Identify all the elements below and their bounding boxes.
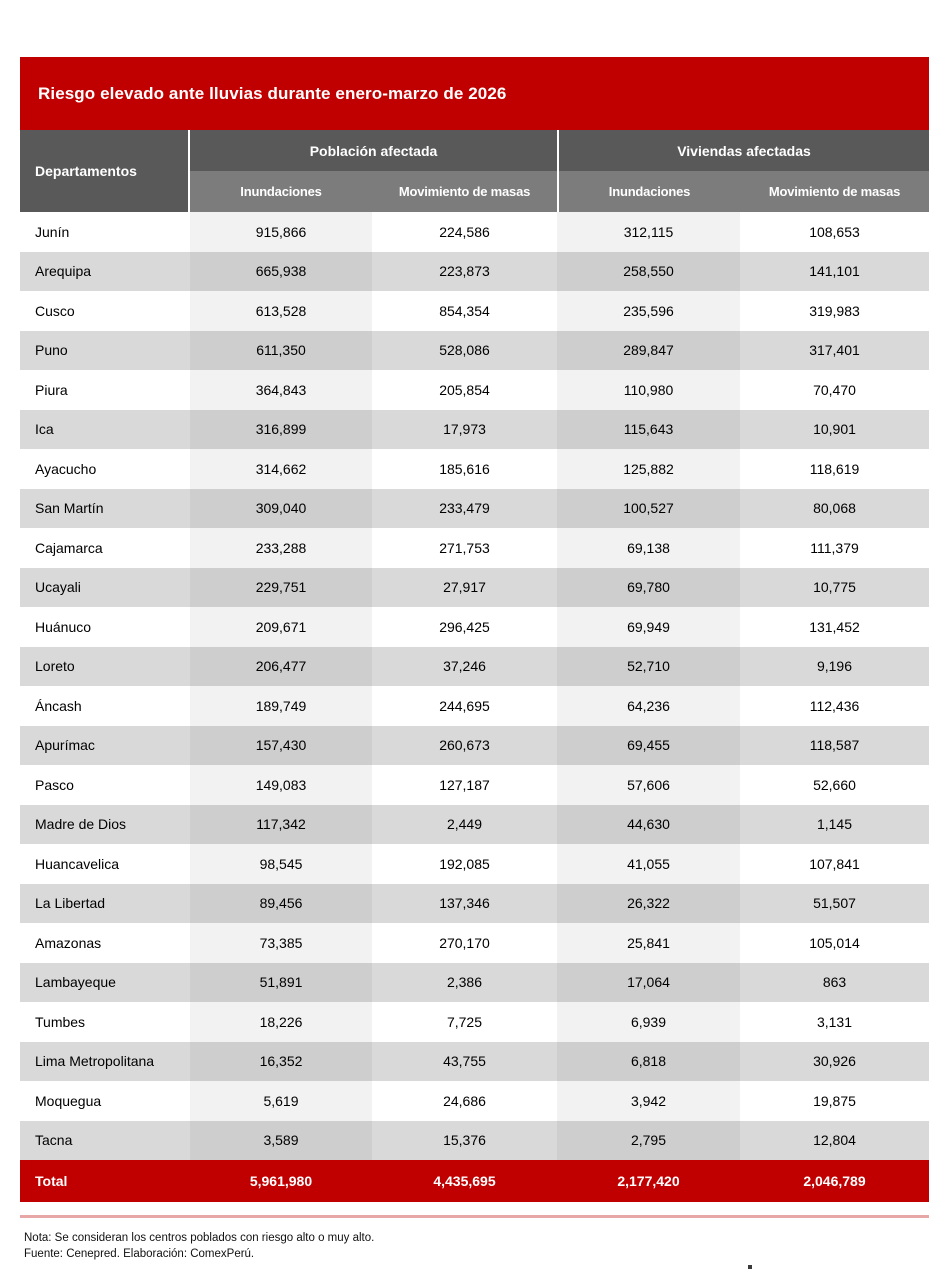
table-title: Riesgo elevado ante lluvias durante enero-marzo de 2026 [38, 83, 507, 103]
value-cell-viviendas-inundaciones: 100,527 [557, 489, 740, 529]
value-cell-viviendas-inundaciones: 312,115 [557, 212, 740, 252]
footnotes [20, 1230, 929, 1262]
value-cell-viviendas-movimiento: 863 [740, 963, 929, 1003]
total-value-cell: 2,177,420 [617, 1173, 680, 1189]
table-row [20, 963, 929, 1003]
value-cell-viviendas-movimiento: 118,587 [740, 726, 929, 766]
value-cell-poblacion-inundaciones: 3,589 [190, 1121, 372, 1161]
department-cell: Ucayali [20, 568, 190, 608]
department-cell: Huancavelica [20, 844, 190, 884]
value-cell-viviendas-inundaciones: 17,064 [557, 963, 740, 1003]
value-cell-viviendas-inundaciones: 235,596 [557, 291, 740, 331]
value-cell-poblacion-movimiento: 37,246 [372, 647, 557, 687]
value-cell-viviendas-movimiento: 1,145 [740, 805, 929, 845]
value-cell-poblacion-inundaciones: 189,749 [190, 686, 372, 726]
value-cell-viviendas-inundaciones: 44,630 [557, 805, 740, 845]
total-label: Total [35, 1173, 68, 1189]
table-row [20, 923, 929, 963]
department-cell: Lambayeque [20, 963, 190, 1003]
value-cell-viviendas-inundaciones: 115,643 [557, 410, 740, 450]
value-cell-poblacion-inundaciones: 316,899 [190, 410, 372, 450]
value-cell-poblacion-inundaciones: 233,288 [190, 528, 372, 568]
value-cell-poblacion-movimiento: 27,917 [372, 568, 557, 608]
value-cell-poblacion-inundaciones: 16,352 [190, 1042, 372, 1082]
value-cell-viviendas-inundaciones: 57,606 [557, 765, 740, 805]
table-row [20, 647, 929, 687]
value-cell-poblacion-inundaciones: 206,477 [190, 647, 372, 687]
value-cell-viviendas-movimiento: 317,401 [740, 331, 929, 371]
value-cell-poblacion-movimiento: 224,586 [372, 212, 557, 252]
value-cell-viviendas-inundaciones: 69,780 [557, 568, 740, 608]
value-cell-viviendas-movimiento: 141,101 [740, 252, 929, 292]
table-title-bar [20, 57, 929, 130]
table-row [20, 805, 929, 845]
department-cell: Cusco [20, 291, 190, 331]
value-cell-viviendas-movimiento: 107,841 [740, 844, 929, 884]
table-row [20, 212, 929, 252]
value-cell-poblacion-movimiento: 270,170 [372, 923, 557, 963]
value-cell-viviendas-inundaciones: 52,710 [557, 647, 740, 687]
table-row [20, 1121, 929, 1161]
value-cell-poblacion-inundaciones: 209,671 [190, 607, 372, 647]
value-cell-poblacion-inundaciones: 309,040 [190, 489, 372, 529]
subheader-viviendas-movimiento: Movimiento de masas [740, 171, 929, 212]
value-cell-viviendas-inundaciones: 258,550 [557, 252, 740, 292]
table-row [20, 370, 929, 410]
table-row [20, 489, 929, 529]
total-value-cell: 5,961,980 [249, 1173, 313, 1189]
value-cell-viviendas-inundaciones: 2,795 [557, 1121, 740, 1161]
value-cell-poblacion-movimiento: 15,376 [372, 1121, 557, 1161]
department-cell: Madre de Dios [20, 805, 190, 845]
value-cell-poblacion-movimiento: 127,187 [372, 765, 557, 805]
department-cell: Tumbes [20, 1002, 190, 1042]
department-cell: Piura [20, 370, 190, 410]
table-row [20, 686, 929, 726]
value-cell-poblacion-movimiento: 244,695 [372, 686, 557, 726]
value-cell-poblacion-movimiento: 17,973 [372, 410, 557, 450]
value-cell-viviendas-movimiento: 112,436 [740, 686, 929, 726]
department-cell: Lima Metropolitana [20, 1042, 190, 1082]
table-row [20, 1042, 929, 1082]
column-header-departments: Departamentos [20, 130, 190, 212]
department-cell: Tacna [20, 1121, 190, 1161]
department-cell: Puno [20, 331, 190, 371]
value-cell-poblacion-inundaciones: 364,843 [190, 370, 372, 410]
table-body [20, 212, 929, 1160]
value-cell-poblacion-movimiento: 528,086 [372, 331, 557, 371]
value-cell-poblacion-movimiento: 43,755 [372, 1042, 557, 1082]
value-cell-viviendas-inundaciones: 69,455 [557, 726, 740, 766]
table-row [20, 291, 929, 331]
value-cell-viviendas-movimiento: 10,775 [740, 568, 929, 608]
table-row [20, 252, 929, 292]
value-cell-viviendas-movimiento: 70,470 [740, 370, 929, 410]
value-cell-poblacion-inundaciones: 5,619 [190, 1081, 372, 1121]
table-row [20, 1002, 929, 1042]
table-row [20, 607, 929, 647]
value-cell-viviendas-movimiento: 52,660 [740, 765, 929, 805]
value-cell-poblacion-movimiento: 233,479 [372, 489, 557, 529]
table-row [20, 765, 929, 805]
value-cell-viviendas-inundaciones: 69,138 [557, 528, 740, 568]
value-cell-viviendas-inundaciones: 69,949 [557, 607, 740, 647]
department-cell: San Martín [20, 489, 190, 529]
value-cell-poblacion-movimiento: 296,425 [372, 607, 557, 647]
value-cell-poblacion-movimiento: 2,449 [372, 805, 557, 845]
table-row [20, 1081, 929, 1121]
value-cell-poblacion-inundaciones: 157,430 [190, 726, 372, 766]
value-cell-viviendas-movimiento: 19,875 [740, 1081, 929, 1121]
value-cell-viviendas-inundaciones: 6,818 [557, 1042, 740, 1082]
value-cell-poblacion-movimiento: 223,873 [372, 252, 557, 292]
table-row [20, 726, 929, 766]
value-cell-viviendas-inundaciones: 6,939 [557, 1002, 740, 1042]
value-cell-poblacion-inundaciones: 611,350 [190, 331, 372, 371]
table-row [20, 568, 929, 608]
department-cell: La Libertad [20, 884, 190, 924]
value-cell-poblacion-inundaciones: 613,528 [190, 291, 372, 331]
value-cell-poblacion-movimiento: 2,386 [372, 963, 557, 1003]
total-row [20, 1160, 929, 1202]
value-cell-viviendas-movimiento: 80,068 [740, 489, 929, 529]
table-header [20, 130, 929, 212]
value-cell-poblacion-movimiento: 192,085 [372, 844, 557, 884]
value-cell-poblacion-movimiento: 24,686 [372, 1081, 557, 1121]
value-cell-poblacion-inundaciones: 73,385 [190, 923, 372, 963]
value-cell-viviendas-movimiento: 118,619 [740, 449, 929, 489]
value-cell-viviendas-inundaciones: 125,882 [557, 449, 740, 489]
value-cell-viviendas-movimiento: 105,014 [740, 923, 929, 963]
value-cell-poblacion-movimiento: 271,753 [372, 528, 557, 568]
value-cell-poblacion-movimiento: 185,616 [372, 449, 557, 489]
value-cell-poblacion-inundaciones: 18,226 [190, 1002, 372, 1042]
department-cell: Loreto [20, 647, 190, 687]
stray-mark [748, 1265, 752, 1269]
table-row [20, 844, 929, 884]
value-cell-viviendas-inundaciones: 110,980 [557, 370, 740, 410]
value-cell-viviendas-movimiento: 319,983 [740, 291, 929, 331]
department-cell: Moquegua [20, 1081, 190, 1121]
department-cell: Apurímac [20, 726, 190, 766]
value-cell-viviendas-inundaciones: 41,055 [557, 844, 740, 884]
value-cell-poblacion-inundaciones: 314,662 [190, 449, 372, 489]
total-value-cell: 2,046,789 [803, 1173, 866, 1189]
subheader-viviendas-inundaciones: Inundaciones [557, 171, 740, 212]
value-cell-viviendas-movimiento: 9,196 [740, 647, 929, 687]
subheader-poblacion-movimiento: Movimiento de masas [372, 171, 557, 212]
value-cell-viviendas-inundaciones: 289,847 [557, 331, 740, 371]
department-cell: Pasco [20, 765, 190, 805]
value-cell-poblacion-movimiento: 260,673 [372, 726, 557, 766]
group-header-viviendas-afectadas: Viviendas afectadas [557, 130, 929, 171]
value-cell-viviendas-inundaciones: 3,942 [557, 1081, 740, 1121]
value-cell-viviendas-movimiento: 111,379 [740, 528, 929, 568]
total-value-cell: 4,435,695 [433, 1173, 496, 1189]
value-cell-poblacion-inundaciones: 665,938 [190, 252, 372, 292]
department-cell: Áncash [20, 686, 190, 726]
subheader-poblacion-inundaciones: Inundaciones [190, 171, 372, 212]
value-cell-viviendas-movimiento: 51,507 [740, 884, 929, 924]
value-cell-poblacion-inundaciones: 98,545 [190, 844, 372, 884]
value-cell-poblacion-movimiento: 205,854 [372, 370, 557, 410]
value-cell-viviendas-movimiento: 12,804 [740, 1121, 929, 1161]
department-cell: Huánuco [20, 607, 190, 647]
value-cell-poblacion-movimiento: 137,346 [372, 884, 557, 924]
table-row [20, 410, 929, 450]
value-cell-viviendas-movimiento: 3,131 [740, 1002, 929, 1042]
value-cell-viviendas-inundaciones: 26,322 [557, 884, 740, 924]
footnote-nota: Nota: Se consideran los centros poblados con riesgo alto o muy alto. [24, 1232, 375, 1244]
department-cell: Amazonas [20, 923, 190, 963]
table-row [20, 449, 929, 489]
table-row [20, 528, 929, 568]
value-cell-viviendas-movimiento: 131,452 [740, 607, 929, 647]
value-cell-viviendas-movimiento: 108,653 [740, 212, 929, 252]
value-cell-poblacion-movimiento: 7,725 [372, 1002, 557, 1042]
footnote-fuente: Fuente: Cenepred. Elaboración: ComexPerú. [24, 1248, 255, 1260]
value-cell-poblacion-inundaciones: 89,456 [190, 884, 372, 924]
department-cell: Junín [20, 212, 190, 252]
value-cell-poblacion-inundaciones: 915,866 [190, 212, 372, 252]
group-header-poblacion-afectada: Población afectada [190, 130, 557, 171]
department-cell: Ayacucho [20, 449, 190, 489]
department-cell: Arequipa [20, 252, 190, 292]
value-cell-poblacion-inundaciones: 149,083 [190, 765, 372, 805]
value-cell-poblacion-movimiento: 854,354 [372, 291, 557, 331]
value-cell-poblacion-inundaciones: 51,891 [190, 963, 372, 1003]
value-cell-poblacion-inundaciones: 117,342 [190, 805, 372, 845]
value-cell-viviendas-inundaciones: 64,236 [557, 686, 740, 726]
value-cell-viviendas-inundaciones: 25,841 [557, 923, 740, 963]
department-cell: Ica [20, 410, 190, 450]
table-row [20, 331, 929, 371]
value-cell-poblacion-inundaciones: 229,751 [190, 568, 372, 608]
table-row [20, 884, 929, 924]
department-cell: Cajamarca [20, 528, 190, 568]
risk-table [20, 57, 929, 1262]
footer-divider-line [20, 1215, 929, 1218]
value-cell-viviendas-movimiento: 10,901 [740, 410, 929, 450]
value-cell-viviendas-movimiento: 30,926 [740, 1042, 929, 1082]
